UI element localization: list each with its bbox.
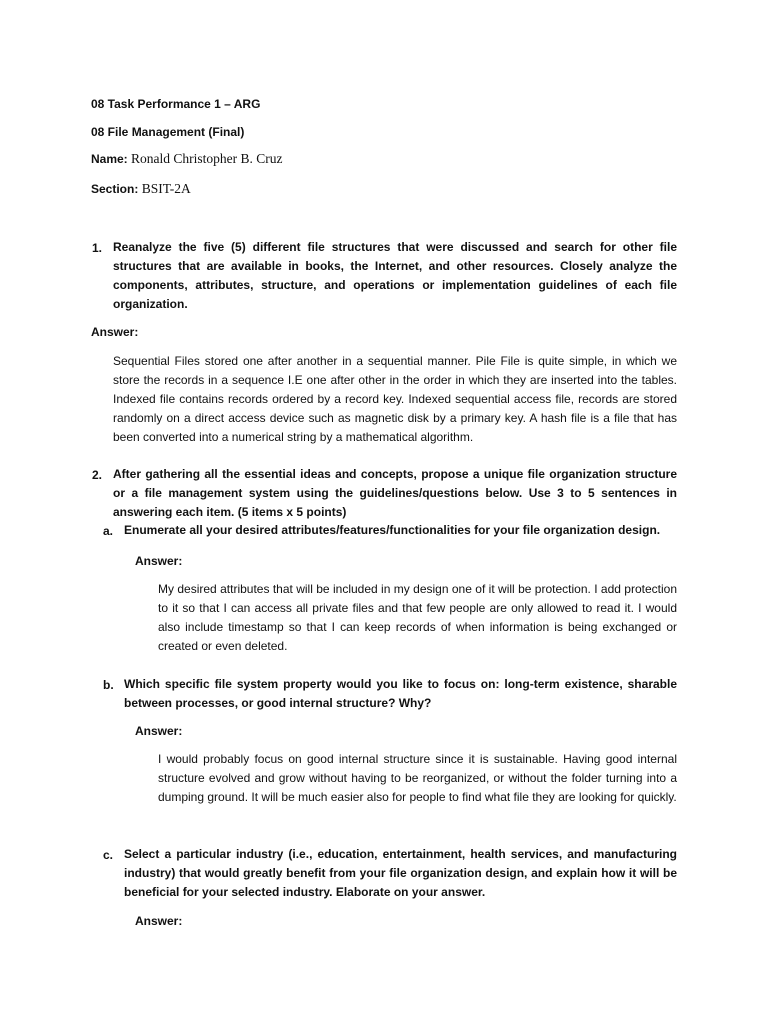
q2-number: 2.	[92, 468, 103, 482]
name-line	[91, 151, 283, 167]
name-label: Name:	[91, 152, 128, 166]
q2b-question: Which specific file system property would you like to focus on: long-term existence, sharable between processes, or good internal structure? Why?	[124, 677, 677, 710]
q1-text: Reanalyze the five (5) different file structures that were discussed and search for other file structures that are available in books, the Internet, and other resources. Closely analyze the components, attributes, structure, and operations or implementation guidelines of each file organization.	[113, 240, 677, 311]
q2b-answer-label: Answer:	[135, 724, 183, 738]
q1-number: 1.	[92, 241, 103, 255]
section-line	[91, 181, 191, 197]
q2a-answer-label: Answer:	[135, 554, 183, 568]
section-label: Section:	[91, 182, 139, 196]
q2b-answer: I would probably focus on good internal structure since it is sustainable. Having good internal structure evolved and grow without having to be reorganized, or without the folder turning into a dumping ground. It will be much easier also for people to find what file they are looking for quickly.	[158, 752, 677, 804]
name-value: Ronald Christopher B. Cruz	[131, 151, 283, 166]
q2c-question: Select a particular industry (i.e., education, entertainment, health services, and manufacturing industry) that would greatly benefit from your file organization design, and explain how it will be beneficial for your selected industry. Elaborate on your answer.	[124, 847, 677, 899]
doc-title: 08 Task Performance 1 – ARG	[91, 97, 261, 111]
q2b-letter: b.	[103, 678, 114, 692]
q2c-answer-label: Answer:	[135, 914, 183, 928]
q1-answer-label: Answer:	[91, 325, 139, 339]
q2-text: After gathering all the essential ideas and concepts, propose a unique file organization structure or a file management system using the guidelines/questions below. Use 3 to 5 sentences in answering each item. (5 items x 5 points)	[113, 467, 677, 519]
q2a-answer: My desired attributes that will be included in my design one of it will be protection. I add protection to it so that I can access all private files and that few people are only allowed to read it. I would also include timestamp so that I can keep records of when information is being exchanged or created or even deleted.	[158, 582, 677, 653]
q2a-question: Enumerate all your desired attributes/features/functionalities for your file organization design.	[124, 523, 661, 537]
section-value: BSIT-2A	[141, 181, 191, 196]
q2a-letter: a.	[103, 524, 114, 538]
q1-answer: Sequential Files stored one after another in a sequential manner. Pile File is quite simple, in which we store the records in a sequence I.E one after other in the order in which they are inserted into the tables. Indexed file contains records ordered by a record key. Indexed sequential access file, records are stored randomly on a direct access device such as magnetic disk by a primary key. A hash file is a file that has been converted into a numerical string by a mathematical algorithm.	[113, 354, 677, 444]
q2c-letter: c.	[103, 848, 114, 862]
doc-subtitle: 08 File Management (Final)	[91, 125, 245, 139]
